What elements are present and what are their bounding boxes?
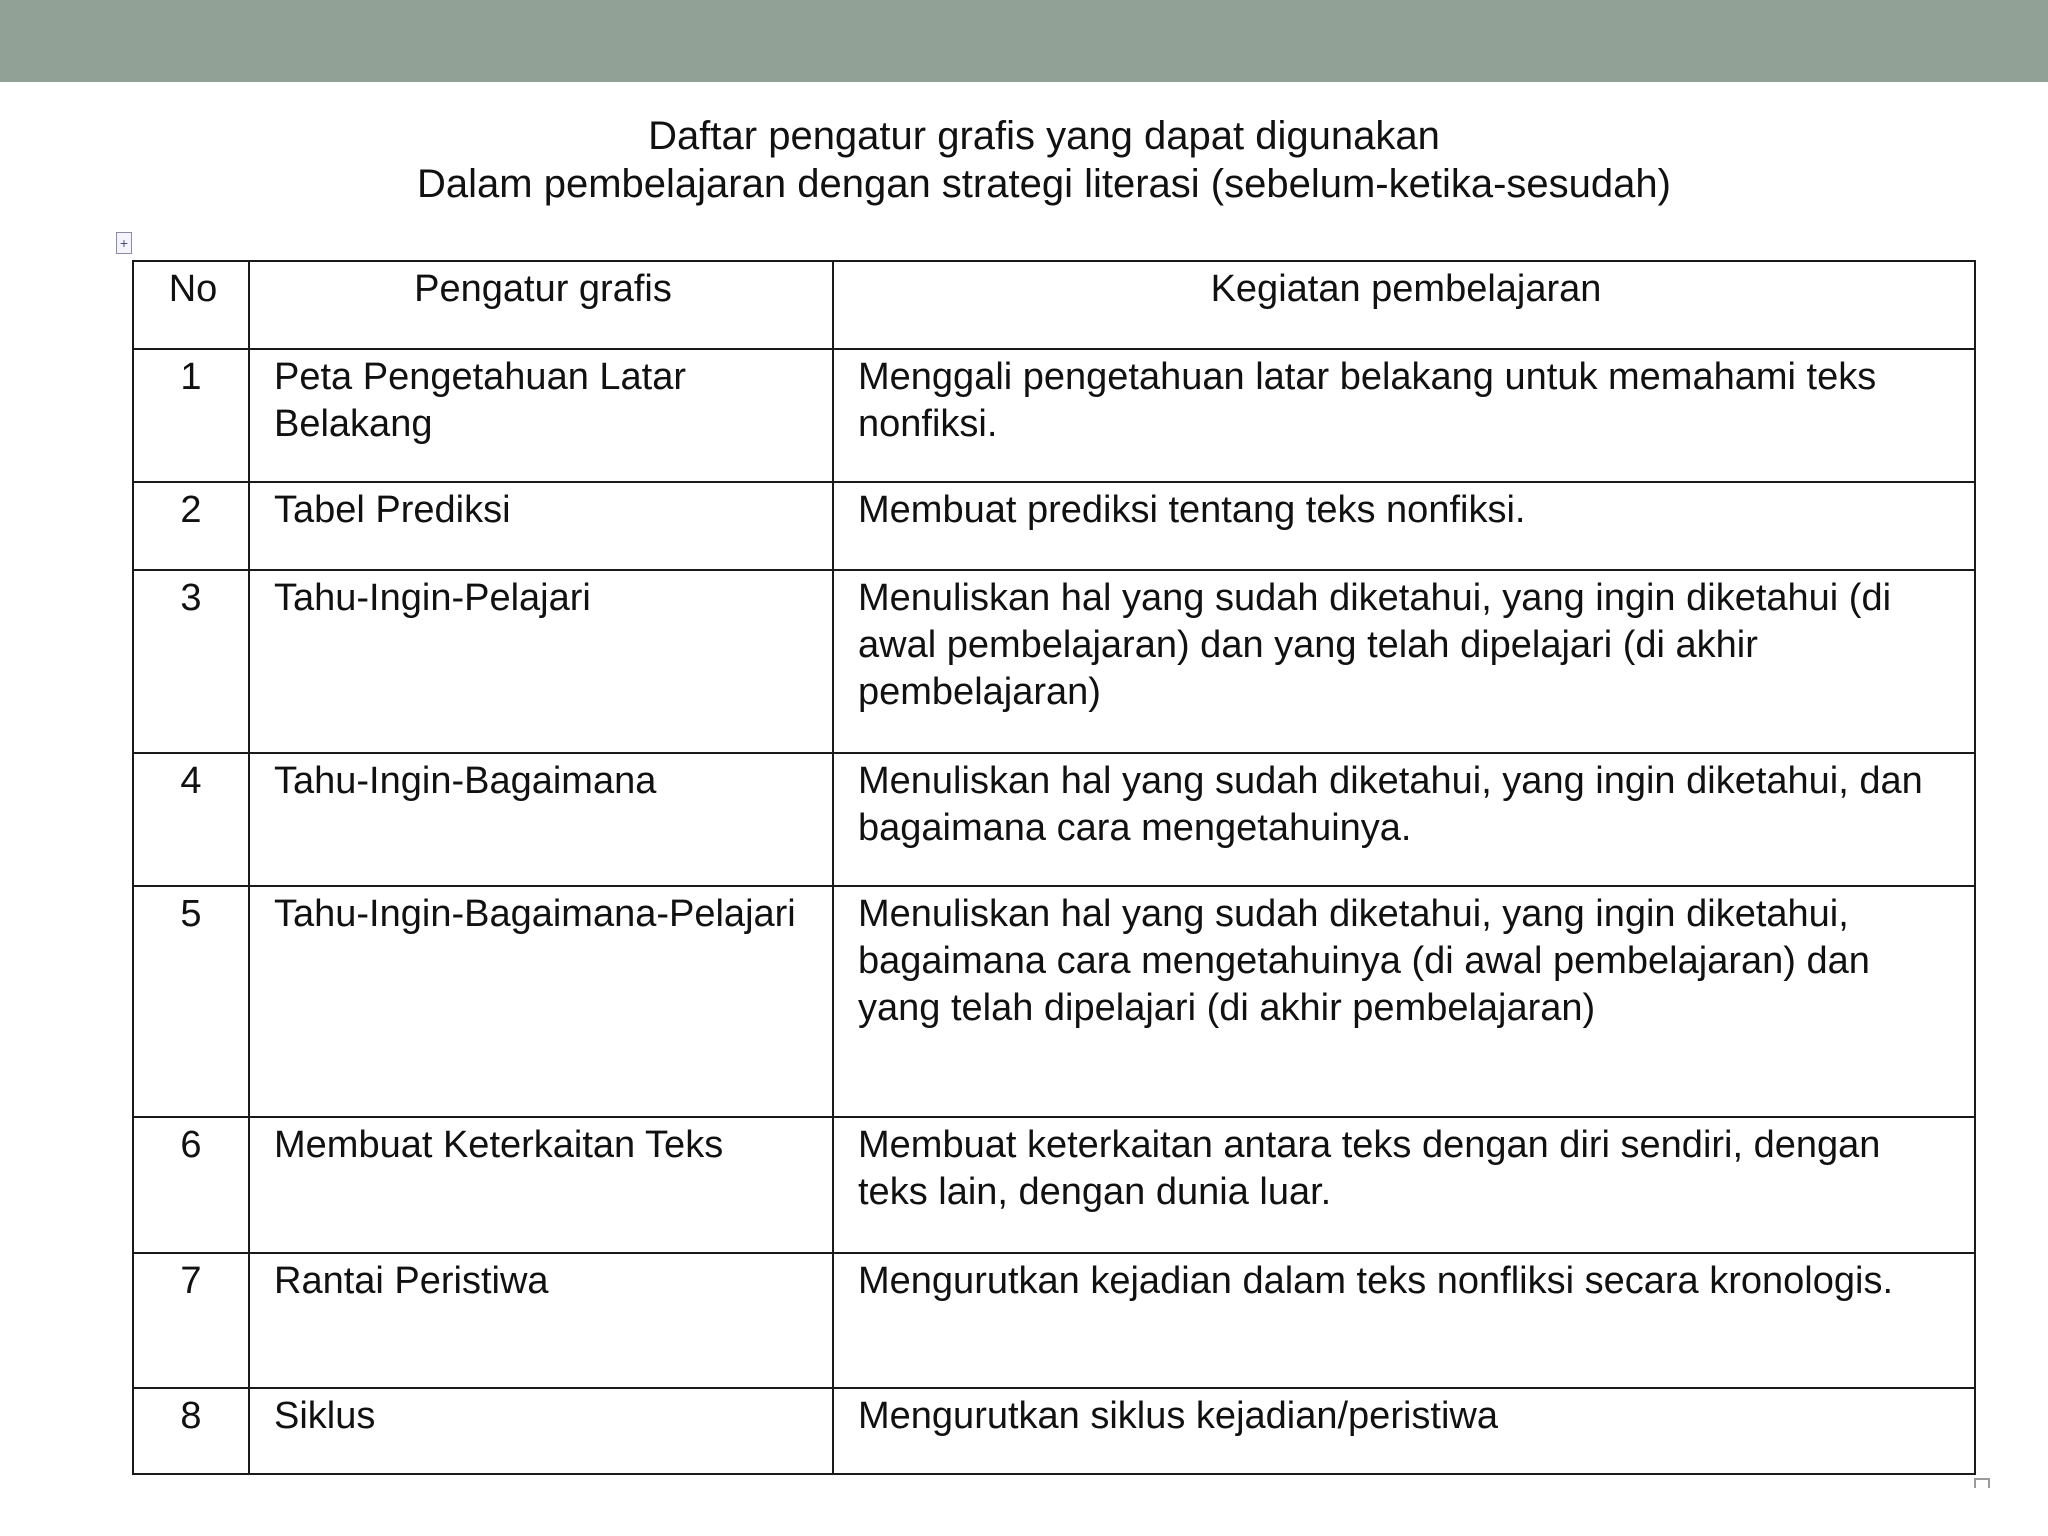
row-activity: Mengurutkan kejadian dalam teks nonfliksi secara kronologis. bbox=[833, 1253, 1975, 1388]
row-organizer: Tahu-Ingin-Pelajari bbox=[249, 570, 833, 753]
row-no: 5 bbox=[133, 886, 249, 1117]
table-row bbox=[133, 482, 1975, 570]
row-no: 8 bbox=[133, 1388, 249, 1474]
row-no: 3 bbox=[133, 570, 249, 753]
title-line-2: Dalam pembelajaran dengan strategi literasi (sebelum-ketika-sesudah) bbox=[417, 162, 1671, 206]
table-row bbox=[133, 349, 1975, 482]
row-organizer: Membuat Keterkaitan Teks bbox=[249, 1117, 833, 1253]
row-no: 7 bbox=[133, 1253, 249, 1388]
row-activity: Menuliskan hal yang sudah diketahui, yang ingin diketahui, dan bagaimana cara mengetahuinya. bbox=[833, 753, 1975, 886]
table-row bbox=[133, 886, 1975, 1117]
graphic-organizer-table bbox=[132, 260, 1976, 1475]
row-activity: Menggali pengetahuan latar belakang untuk memahami teks nonfiksi. bbox=[833, 349, 1975, 482]
table-header-row bbox=[133, 261, 1975, 349]
slide-header-bar bbox=[0, 0, 2048, 82]
slide-title bbox=[0, 112, 2048, 208]
header-organizer: Pengatur grafis bbox=[249, 261, 833, 349]
header-activity: Kegiatan pembelajaran bbox=[833, 261, 1975, 349]
row-activity: Membuat keterkaitan antara teks dengan diri sendiri, dengan teks lain, dengan dunia luar. bbox=[833, 1117, 1975, 1253]
row-no: 1 bbox=[133, 349, 249, 482]
table-row bbox=[133, 1253, 1975, 1388]
row-organizer: Siklus bbox=[249, 1388, 833, 1474]
title-line-1: Daftar pengatur grafis yang dapat digunakan bbox=[648, 114, 1440, 158]
table-row bbox=[133, 1388, 1975, 1474]
row-organizer: Tahu-Ingin-Bagaimana-Pelajari bbox=[249, 886, 833, 1117]
header-no: No bbox=[133, 261, 249, 349]
table-row bbox=[133, 570, 1975, 753]
row-no: 4 bbox=[133, 753, 249, 886]
row-activity: Mengurutkan siklus kejadian/peristiwa bbox=[833, 1388, 1975, 1474]
row-organizer: Peta Pengetahuan Latar Belakang bbox=[249, 349, 833, 482]
row-no: 6 bbox=[133, 1117, 249, 1253]
row-activity: Menuliskan hal yang sudah diketahui, yang ingin diketahui, bagaimana cara mengetahuinya (di awal pembelajaran) dan yang telah dipelajari (di akhir pembelajaran) bbox=[833, 886, 1975, 1117]
row-organizer: Rantai Peristiwa bbox=[249, 1253, 833, 1388]
row-no: 2 bbox=[133, 482, 249, 570]
row-activity: Menuliskan hal yang sudah diketahui, yang ingin diketahui (di awal pembelajaran) dan yang telah dipelajari (di akhir pembelajaran) bbox=[833, 570, 1975, 753]
table-row bbox=[133, 1117, 1975, 1253]
table-resize-handle-icon[interactable] bbox=[1974, 1478, 1990, 1488]
row-activity: Membuat prediksi tentang teks nonfiksi. bbox=[833, 482, 1975, 570]
row-organizer: Tabel Prediksi bbox=[249, 482, 833, 570]
table-move-handle-icon[interactable]: + bbox=[116, 232, 132, 254]
table-row bbox=[133, 753, 1975, 886]
row-organizer: Tahu-Ingin-Bagaimana bbox=[249, 753, 833, 886]
